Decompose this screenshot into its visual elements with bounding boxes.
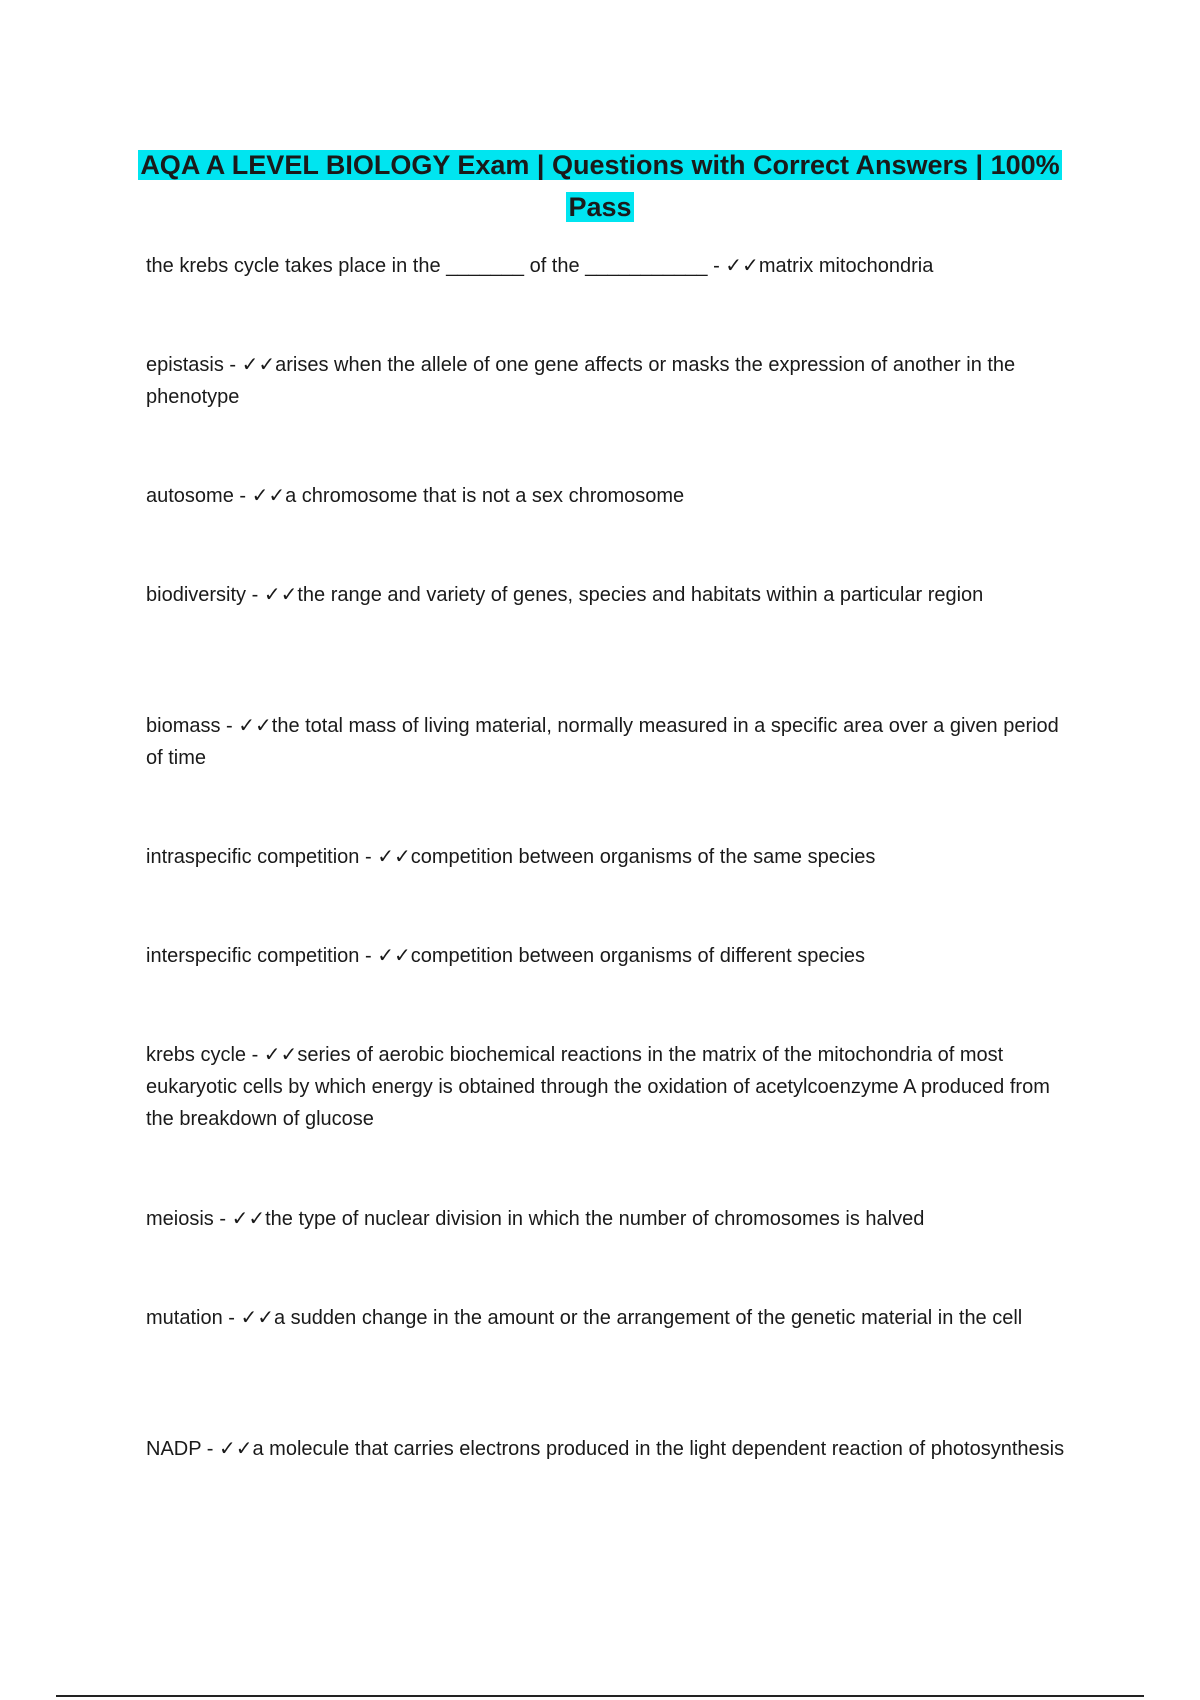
entry-nadp: NADP - ✓✓a molecule that carries electrons produced in the light dependent reaction of photosynthesis <box>146 1438 1065 1460</box>
entry-autosome: autosome - ✓✓a chromosome that is not a sex chromosome <box>146 485 685 507</box>
entry-intraspecific: intraspecific competition - ✓✓competition between organisms of the same species <box>146 846 876 868</box>
entry-biodiversity: biodiversity - ✓✓the range and variety of genes, species and habitats within a particular region <box>146 584 984 606</box>
entry-krebs-cycle: krebs cycle - ✓✓series of aerobic biochemical reactions in the matrix of the mitochondria of most eukaryotic cells by which energy is obtained through the oxidation of acetylcoenzyme A produced from the breakdown of glucose <box>146 1044 1050 1130</box>
title-highlight: AQA A LEVEL BIOLOGY Exam | Questions with Correct Answers | 100% Pass <box>140 150 1060 222</box>
document-title <box>120 144 1080 228</box>
entry-krebs-blank: the krebs cycle takes place in the _______ of the ___________ - ✓✓matrix mitochondria <box>146 255 934 277</box>
entry-meiosis: meiosis - ✓✓the type of nuclear division in which the number of chromosomes is halved <box>146 1208 925 1230</box>
footer-rule <box>56 1695 1144 1697</box>
entry-interspecific: interspecific competition - ✓✓competition between organisms of different species <box>146 945 866 967</box>
entry-epistasis: epistasis - ✓✓arises when the allele of one gene affects or masks the expression of another in the phenotype <box>146 354 1016 408</box>
entry-mutation: mutation - ✓✓a sudden change in the amount or the arrangement of the genetic material in the cell <box>146 1307 1023 1329</box>
entry-biomass: biomass - ✓✓the total mass of living material, normally measured in a specific area over a given period of time <box>146 715 1059 769</box>
